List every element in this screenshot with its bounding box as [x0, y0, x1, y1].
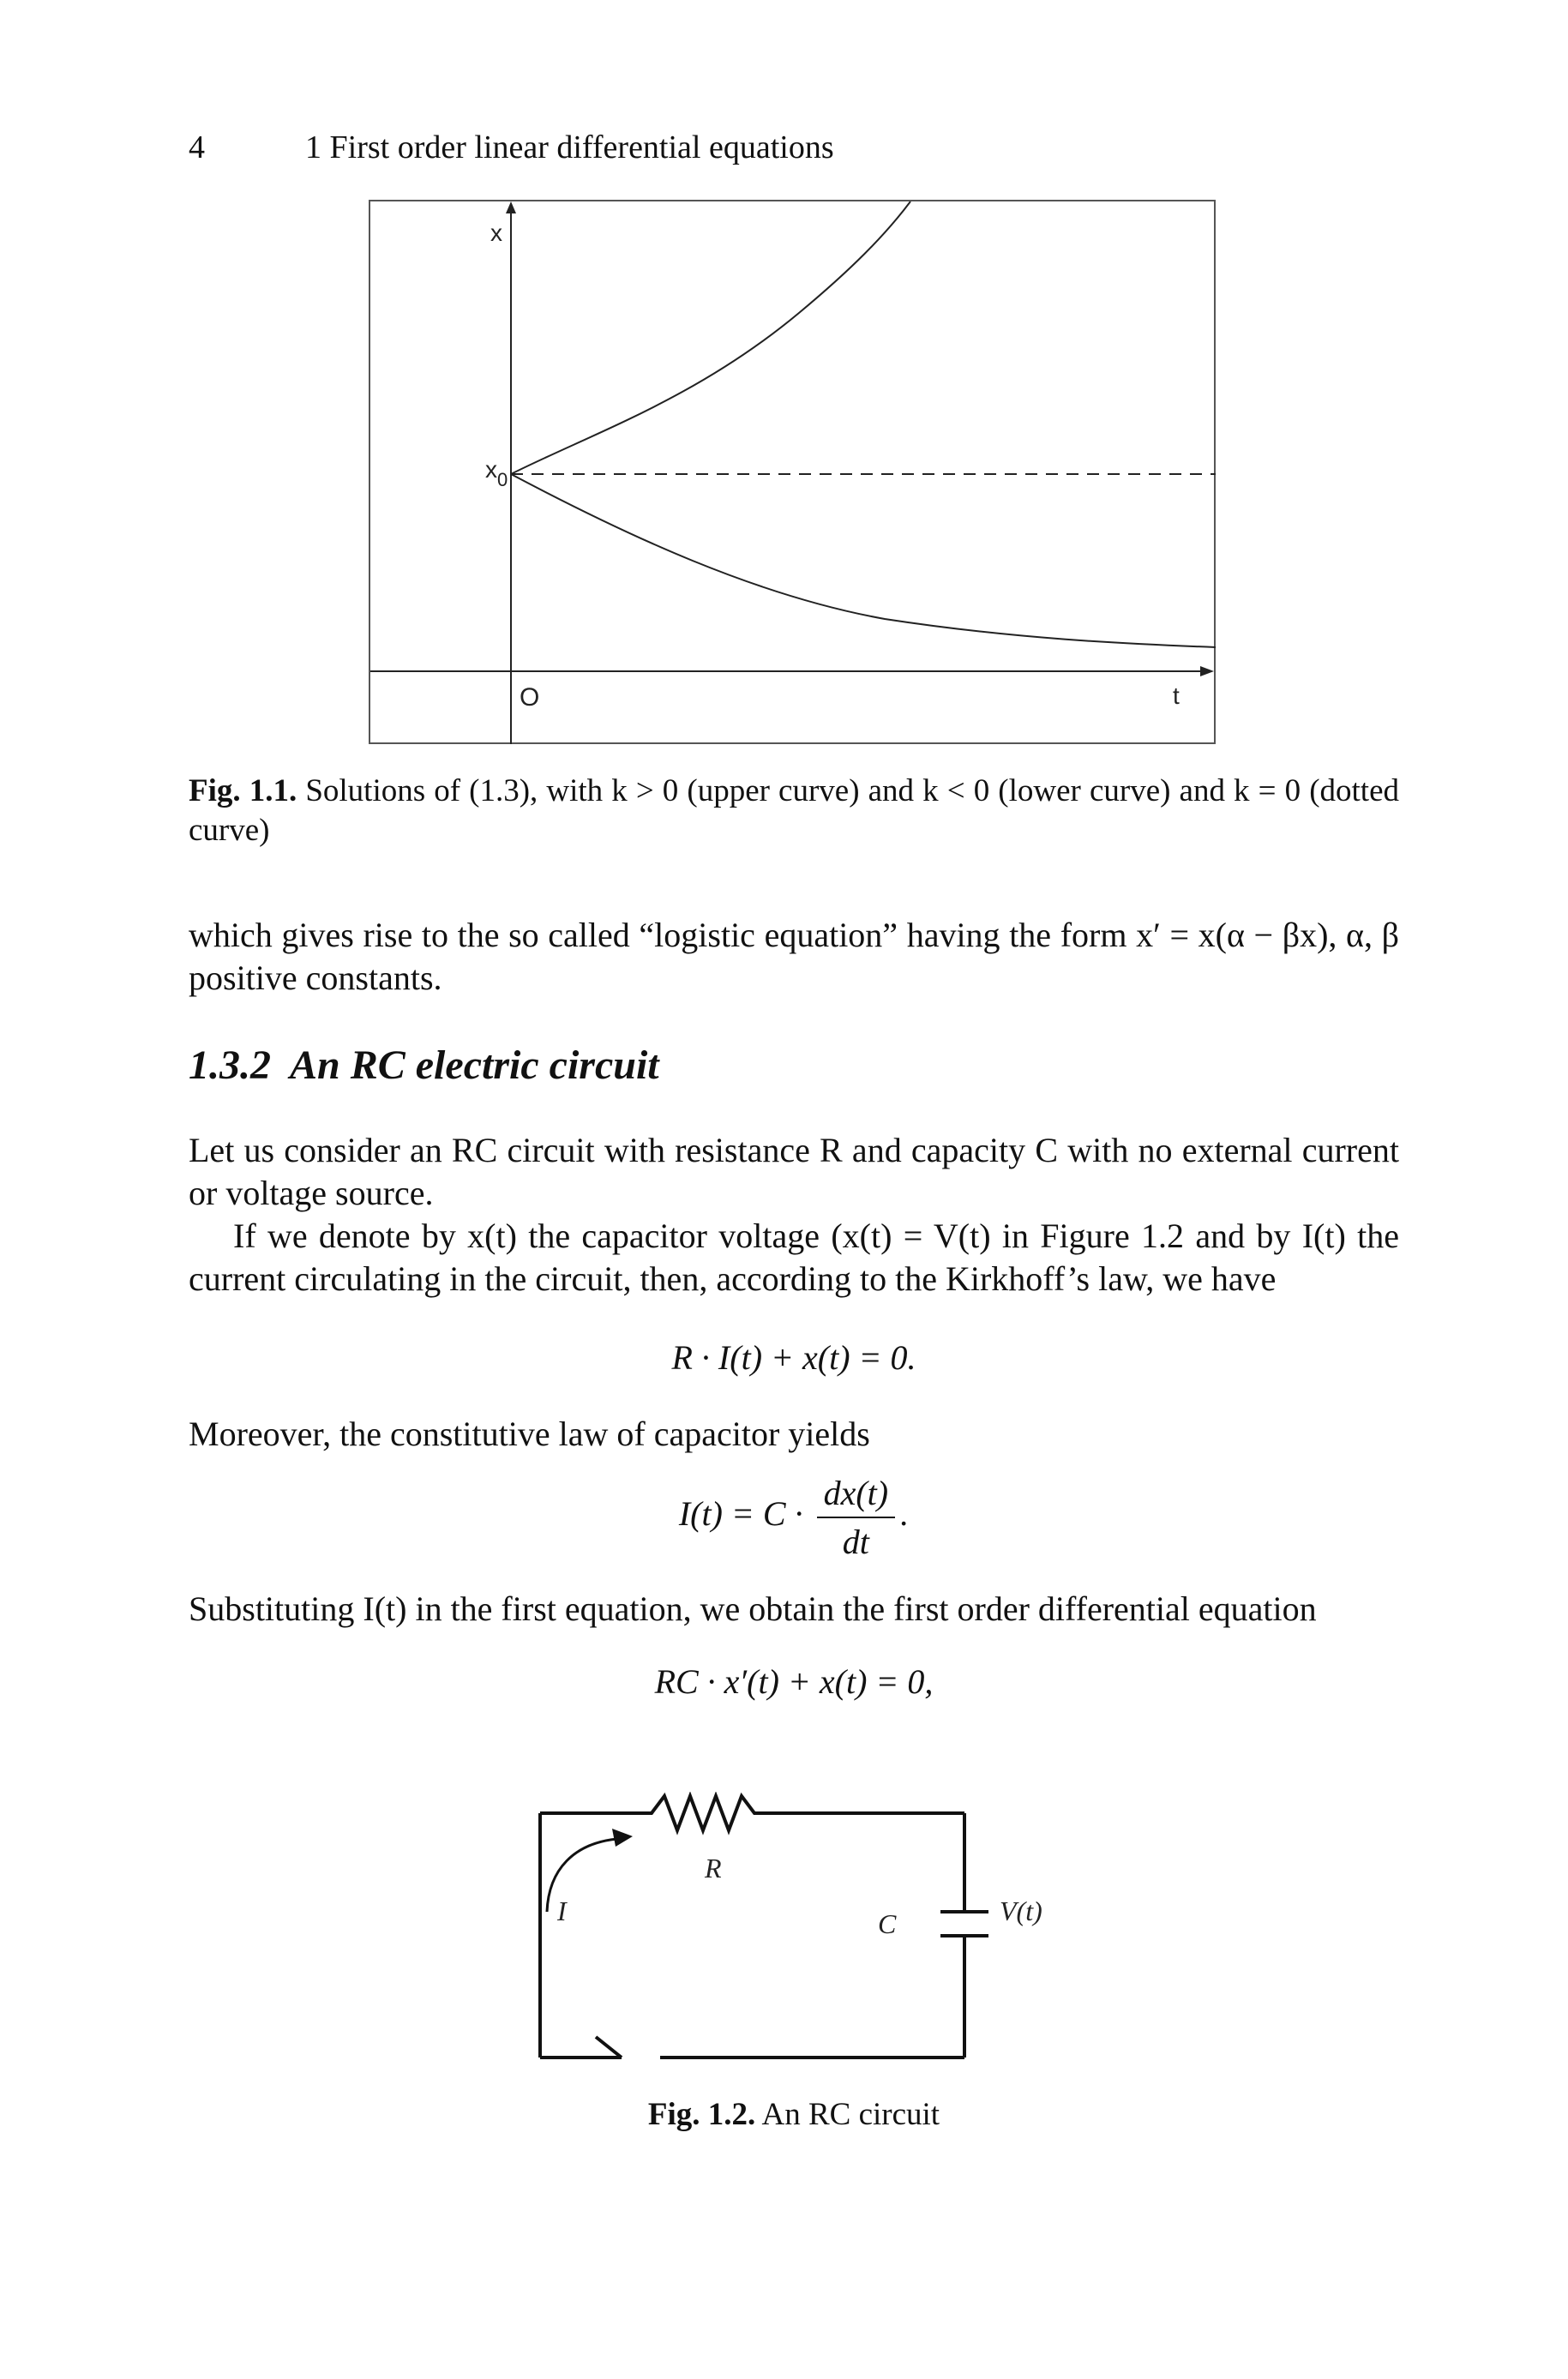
lower-curve-k-negative: [511, 474, 1216, 647]
x0-label: $x_0$: [485, 456, 508, 490]
figure-1-1-caption-text: Solutions of (1.3), with k > 0 (upper curve) and k < 0 (lower curve) and k = 0 (dotted curve): [189, 773, 1399, 848]
equation-current-lhs: I(t) = C ·: [678, 1494, 803, 1534]
figure-1-2-caption: [189, 2096, 1399, 2133]
section-title: An RC electric circuit: [290, 1042, 659, 1088]
equation-current-end: .: [900, 1494, 910, 1534]
solutions-plot: [370, 201, 1216, 744]
label-R: R: [705, 1853, 722, 1883]
paragraph-denote: If we denote by x(t) the capacitor voltage (x(t) = V(t) in Figure 1.2 and by I(t) the current circulating in the circuit, then, according to the Kirkhoff’s law, we have: [189, 1217, 1399, 1298]
figure-1-2-caption-label: Fig. 1.2.: [647, 2097, 756, 2132]
current-arrow-head: [612, 1829, 633, 1847]
fraction-denominator: dt: [842, 1523, 869, 1561]
paragraph-substituting: Substituting I(t) in the first equation, we obtain the first order differential equation: [189, 1589, 1317, 1628]
section-heading: [189, 1042, 659, 1089]
paragraph-rc-intro: Let us consider an RC circuit with resistance R and capacity C with no external current or voltage source.: [189, 1131, 1399, 1212]
figure-1-2-caption-text: An RC circuit: [761, 2097, 940, 2132]
t-axis-arrow: [1200, 666, 1214, 676]
figure-1-1-caption: [189, 772, 1399, 850]
page-number: 4: [189, 129, 205, 165]
t-axis-label: t: [1173, 682, 1180, 709]
resistor: [540, 1796, 964, 1830]
label-I: I: [557, 1895, 567, 1926]
rc-circuit-diagram: [523, 1792, 1072, 2075]
x-axis-arrow: [506, 201, 516, 213]
equation-current: [189, 1473, 1399, 1562]
running-title: 1 First order linear differential equations: [305, 129, 834, 165]
section-number: 1.3.2: [189, 1042, 271, 1088]
paragraph-logistic: which gives rise to the so called “logistic equation” having the form x′ = x(α − βx), α, β positive constants.: [189, 916, 1399, 997]
label-C: C: [878, 1908, 897, 1939]
figure-1-1-caption-label: Fig. 1.1.: [189, 773, 297, 808]
figure-1-1: [369, 200, 1216, 744]
figure-1-2: [523, 1792, 1072, 2075]
upper-curve-k-positive: [511, 201, 910, 474]
switch: [596, 2037, 622, 2058]
equation-kirchhoff: R · I(t) + x(t) = 0.: [671, 1338, 916, 1377]
paragraph-moreover: Moreover, the constitutive law of capacitor yields: [189, 1415, 870, 1453]
label-V: V(t): [1000, 1895, 1042, 1926]
fraction-numerator: dx(t): [817, 1473, 896, 1518]
equation-current-fraction: [817, 1473, 896, 1562]
x-axis-label: x: [490, 219, 502, 246]
origin-label: O: [520, 683, 540, 712]
equation-rc-ode: RC · x′(t) + x(t) = 0,: [654, 1662, 934, 1701]
